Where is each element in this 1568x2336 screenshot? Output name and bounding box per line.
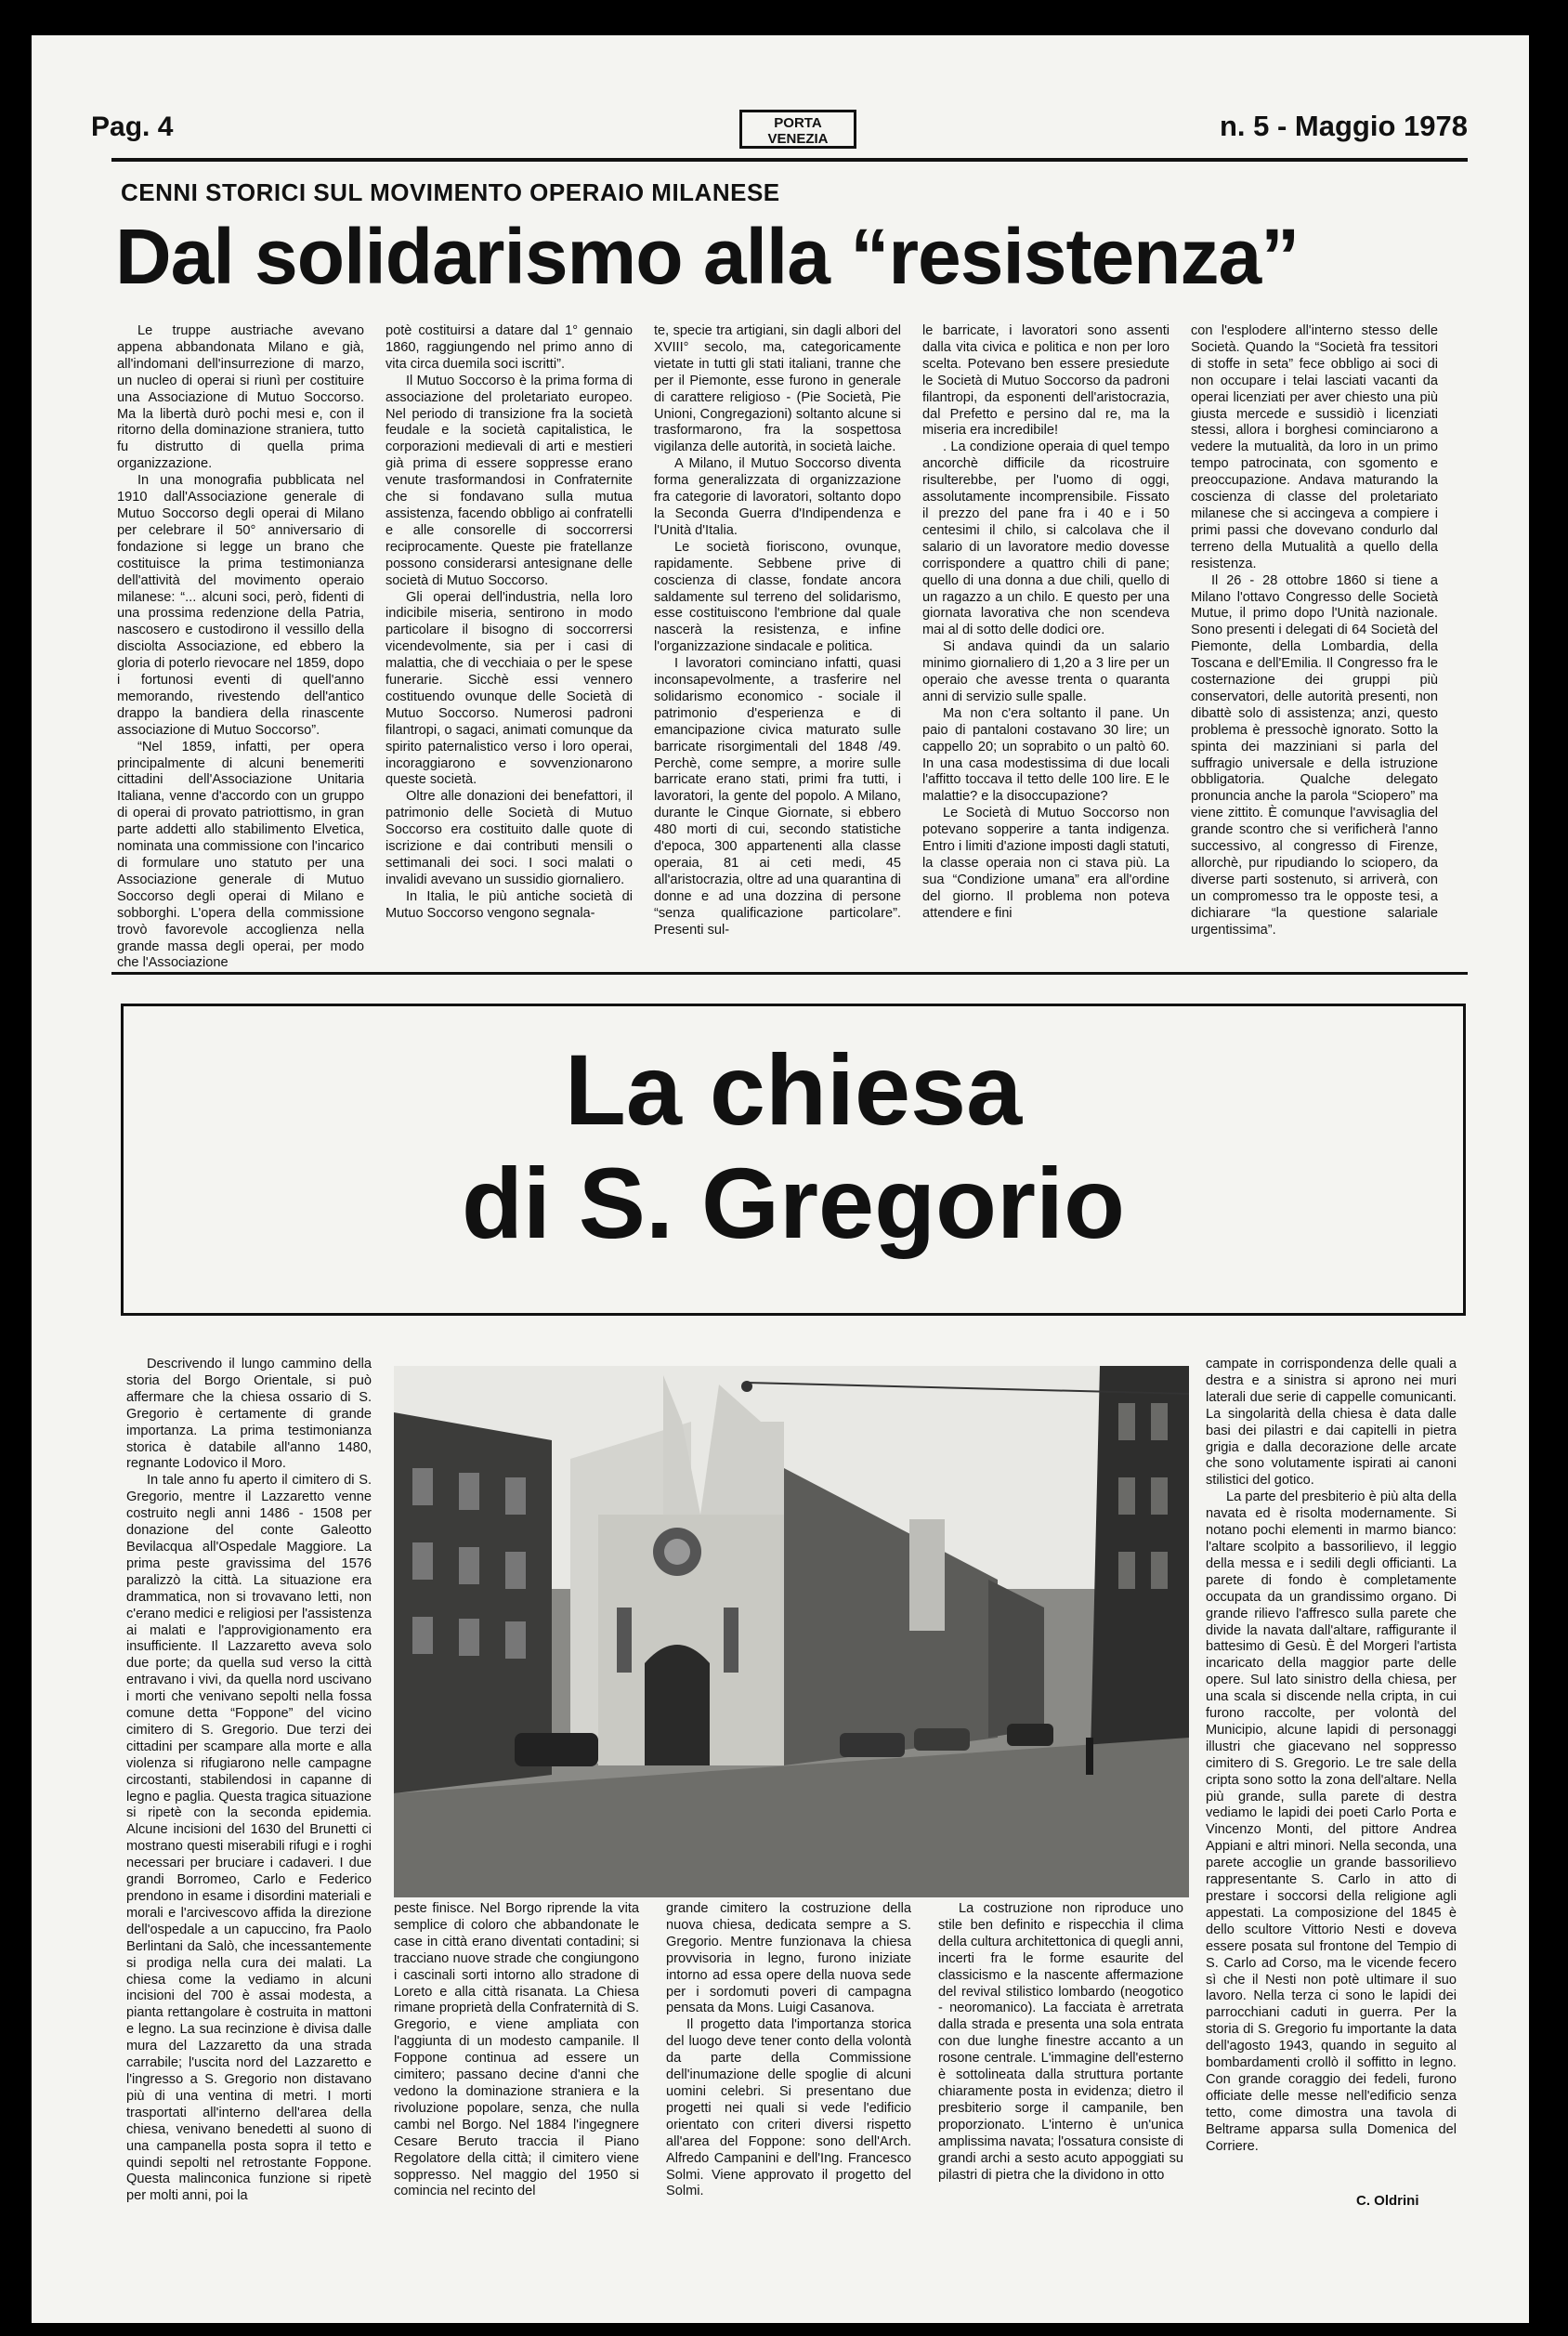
article1-column-4 <box>922 323 1169 923</box>
paragraph: peste finisce. Nel Borgo riprende la vita semplice di coloro che abbandonate le case in città erano diventati contadini; si tracciano nuove strade che congiungono i cascinali sorti intorno allo stradone di Loreto e alla città risanata. La Chiesa rimane proprietà della Confraternità di S. Gregorio, e viene ampliata con l'aggiunta di un modesto campanile. Il Foppone continua ad essere un cimitero; passano decine d'anni che vedono la dominazione straniera e la rivoluzione popolare, senza, che nulla cambi nel Borgo. Nel 1884 l'ingegnere Cesare Beruto traccia il Piano Regolatore della città; il cimitero viene soppresso. Nel maggio del 1950 si comincia nel recinto del <box>394 1901 639 2199</box>
paragraph: le barricate, i lavoratori sono assenti dalla vita civica e politica e non per loro scelta. Potevano ben essere presiedute le Società di Mutuo Soccorso da padroni filantropi, da esponenti dell'aristocrazia, dal Prefetto e persino dal re, ma la miseria era incredibile! <box>922 323 1169 439</box>
article2-column-4 <box>938 1901 1183 2184</box>
title-line-2: di S. Gregorio <box>461 1147 1126 1259</box>
article2-column-2 <box>394 1901 639 2200</box>
paragraph: Le società fioriscono, ovunque, rapidamente. Sebbene prive di coscienza di classe, fondate ancora saldamente sul terreno del solidarismo, esse costituiscono l'embrione dal quale nascerà la resistenza, e infine l'organizzazione sindacale e politica. <box>654 539 901 655</box>
article-headline: Dal solidarismo alla “resistenza” <box>115 213 1300 300</box>
article1-column-5 <box>1191 323 1438 939</box>
paragraph: Le Società di Mutuo Soccorso non potevano sopperire a tanta indigenza. Entro i limiti d'azione imposti dagli statuti, la classe operaia non ci stava più. La sua “Condizione umana” era all'ordine del giorno. Il problema non poteva attendere e fini <box>922 806 1169 921</box>
paragraph: Ma non c'era soltanto il pane. Un paio di pantaloni costavano 30 lire; un cappello 20; un soprabito o un paltò 60. In una casa modestissima di due locali l'affitto toccava il tetto delle 100 lire. E le malattie? e la disoccupazione? <box>922 705 1169 805</box>
paragraph: La costruzione non riproduce uno stile ben definito e rispecchia il clima della cultura architettonica di quegli anni, incerti fra le forme esaurite del classicismo e la nascente affermazione del revival stilistico lombardo (neogotico - neoromanico). La facciata è arretrata dalla strada e presenta una sola entrata con due lunghe finestre accanto a un rosone centrale. L'immagine dell'esterno è sottolineata dalla struttura portante chiaramente posta in evidenza; dietro il presbiterio sorge il campanile, ben proporzionato. L'interno è un'unica amplissima navata; l'ossatura consiste di grandi archi a sesto acuto appoggiati su pilastri di pietra che la dividono in otto <box>938 1901 1183 2183</box>
page-number: Pag. 4 <box>91 112 174 142</box>
paragraph: Gli operai dell'industria, nella loro indicibile miseria, sentirono in modo particolare il bisogno di soccorrersi vicendevolmente, sia per i casi di malattia, che di vecchiaia o per le spese funerarie. Sicchè essi vennero costituendo ovunque delle Società di Mutuo Soccorso. Numerosi padroni filantropi, o sagaci, animati comunque da spirito paternalistico verso i loro operai, incoraggiarono e sovvenzionarono queste società. <box>385 589 633 788</box>
paragraph: grande cimitero la costruzione della nuova chiesa, dedicata sempre a S. Gregorio. Mentre funzionava la chiesa provvisoria in legno, furono iniziate intorno ad essa opere della nuova sede per i sordomuti poveri di campagna pensata da Mons. Luigi Casanova. <box>666 1901 911 2016</box>
article1-column-1 <box>117 323 364 972</box>
article2-column-3 <box>666 1901 911 2200</box>
paragraph: “Nel 1859, infatti, per opera principalmente di alcuni benemeriti cittadini dell'Associazione Unitaria Italiana, venne d'accordo con un gruppo di operai di provato patriottismo, in gran parte addetti allo stabilimento Elvetica, nominata una commissione con l'incarico di formulare uno statuto per una Associazione generale di Mutuo Soccorso degli operai di Milano e sobborghi. L'opera della commissione trovò favorevole accoglienza nella grande massa degli operai, per modo che l'Associazione <box>117 739 364 971</box>
porta-venezia-logo <box>739 110 856 149</box>
article2-title <box>121 1033 1466 1260</box>
article2-column-1 <box>126 1357 372 2205</box>
paragraph: Il Mutuo Soccorso è la prima forma di associazione del proletariato europeo. Nel periodo di transizione fra la società feudale e la società capitalistica, le corporazioni medievali di arti e mestieri già prima di essere soppresse erano venute trasformandosi in Confraternite che si fondavano sulla mutua assistenza, facendo obbligo ai confratelli e alle consorelle di soccorrersi reciprocamente. Queste pie fratellanze possono considerarsi antesignane delle società di Mutuo Soccorso. <box>385 373 633 588</box>
article1-column-2 <box>385 323 633 923</box>
church-photo <box>394 1366 1189 1897</box>
header-rule <box>111 158 1468 162</box>
paragraph: In una monografia pubblicata nel 1910 dall'Associazione generale di Mutuo Soccorso degli operai di Milano per celebrare il 50° anniversario di fondazione si legge un brano che costituisce la prima testimonianza dell'attività del movimento operaio milanese: “... alcuni soci, però, fidenti di una prossima redenzione della Patria, nascosero e custodirono il vessillo della disciolta Associazione, ed ebbero la gloria di poterlo rievocare nel 1859, dopo i fortunosi eventi di quell'anno memorando, rivestendo dell'antico drappo la bandiera della rinascente associazione di Mutuo Soccorso”. <box>117 473 364 738</box>
paragraph: I lavoratori cominciano infatti, quasi inconsapevolmente, a trasferire nel solidarismo economico - sociale il patrimonio d'esperienza e di emancipazione civica maturato sulle barricate risorgimentali del 1848 /49. Perchè, come sempre, a morire sulle barricate erano stati, primi fra tutti, i lavoratori, la gente del popolo. A Milano, durante le Cinque Giornate, si ebbero 480 morti di cui, secondo statistiche d'epoca, 300 appartenenti alla classe operaia, 81 ai ceti medi, 45 all'aristocrazia, oltre ad una quarantina di donne e ad una dozzina di persone “senza qualificazione particolare”. Presenti sul- <box>654 656 901 938</box>
paragraph: Le truppe austriache avevano appena abbandonata Milano e già, all'indomani dell'insurrezione di marzo, un nucleo di operai si riunì per costituire una Associazione di Mutuo Soccorso. Ma la libertà durò pochi mesi e, con il ritorno della dominazione straniera, tutto fu distrutto di quella prima organizzazione. <box>117 323 364 472</box>
article-kicker: CENNI STORICI SUL MOVIMENTO OPERAIO MILANESE <box>121 178 780 206</box>
paragraph: te, specie tra artigiani, sin dagli albori del XVIII° secolo, ma, categoricamente vietate in tutti gli stati italiani, tranne che per il Piemonte, esse furono in generale di carattere religioso - (Pie Società, Pie Unioni, Congregazioni) soltanto alcune si trasformarono, fra la sospettosa vigilanza delle autorità, in società laiche. <box>654 323 901 455</box>
paragraph: In tale anno fu aperto il cimitero di S. Gregorio, mentre il Lazzaretto venne costruito negli anni 1486 - 1508 per donazione del conte Galeotto Bevilacqua all'Ospedale Maggiore. La prima peste gravissima del 1576 paralizzò la città. La situazione era drammatica, non si trovavano letti, non c'erano medici e religiosi per l'assistenza ai malati e l'approvigionamento era insufficiente. Il Lazzaretto aveva solo due porte; da quella sud verso la città entravano i vivi, da quella nord uscivano i morti che venivano sepolti nella fossa comune detta “Foppone” del vicino cimitero di S. Gregorio. Due terzi dei cittadini per scampare alla morte e alla violenza si rifugiarono nelle campagne circostanti, stabilendosi in capanne di legno e paglia. Questa tragica situazione si ripetè con la seconda epidemia. Alcune incisioni del 1630 del Brunetti ci mostrano questi miserabili rifugi e i roghi necessari per bruciare i cadaveri. I due grandi Borromeo, Carlo e Federico prendono in esame i disordini materiali e morali e l'arcivescovo affida la direzione dell'ospedale a un capuccino, fra Paolo Berlintani da Salò, che incessantemente si prodiga nella cura dei malati. La chiesa come la vediamo in alcuni incisioni del 700 è assai modesta, a pianta rettangolare è costruita in mattoni e legno. La sua recinzione è divisa dalle mura del Lazzaretto da una strada carrabile; l'uscita nord del Lazzaretto e l'ingresso a S. Gregorio non distavano più di una ventina di metri. I morti trasportati all'interno dell'area della chiesa, venivano benedetti al suono di una campanella posta sopra il tetto e quindi sepolti nel retrostante Foppone. Questa malinconica funzione si ripetè per molti anni, poi la <box>126 1473 372 2204</box>
logo-line-2: VENEZIA <box>767 131 829 147</box>
article1-column-3 <box>654 323 901 939</box>
paragraph: potè costituirsi a datare dal 1° gennaio 1860, raggiungendo nel primo anno di vita circa duemila soci iscritti”. <box>385 323 633 372</box>
paragraph: Il 26 - 28 ottobre 1860 si tiene a Milano l'ottavo Congresso delle Società Mutue, il primo dopo l'Unità nazionale. Sono presenti i delegati di 64 Società del Piemonte, della Lombardia, della Toscana e dell'Emilia. Il Congresso fra le costernazione dei gruppi più conservatori, delle autorità presenti, non dibattè solo di assistenza; anzi, questo problema è pressochè ignorato. Sotto la spinta dei mazziniani si parla del suffragio universale e della istruzione obbligatoria. Qualche delegato pronuncia anche la parola “Sciopero” ma viene zittito. È comunque l'avvisaglia del grande scontro che si verificherà l'anno successivo, al congresso di Firenze, allorchè, pur ripudiando lo sciopero, da diverse parti sostenuto, si arriverà, con un compromesso tra le opposte tesi, a dichiarare “la questione salariale urgentissima”. <box>1191 572 1438 938</box>
paragraph: In Italia, le più antiche società di Mutuo Soccorso vengono segnala- <box>385 888 633 921</box>
article2-column-5 <box>1206 1357 1457 2156</box>
paragraph: A Milano, il Mutuo Soccorso diventa forma generalizzata di organizzazione fra categorie di lavoratori, soltanto dopo la Seconda Guerra d'Indipendenza e l'Unità d'Italia. <box>654 456 901 538</box>
issue-date: n. 5 - Maggio 1978 <box>1219 110 1468 142</box>
paragraph: Il progetto data l'importanza storica del luogo deve tener conto della volontà da parte della Commissione dell'inumazione delle spoglie di alcuni uomini celebri. Si presentano due progetti nei quali si vede l'edificio orientato con criteri diversi rispetto all'area del Foppone: sono dell'Arch. Alfredo Campanini e dell'Ing. Francesco Solmi. Viene approvato il progetto del Solmi. <box>666 2017 911 2199</box>
paragraph: Si andava quindi da un salario minimo giornaliero di 1,20 a 3 lire per un operaio che avesse trenta o quaranta anni di servizio sulle spalle. <box>922 639 1169 704</box>
paragraph: Oltre alle donazioni dei benefattori, il patrimonio delle Società di Mutuo Soccorso era costituito dalle quote di iscrizione e dai contributi mensili o settimanali dei soci. I soci malati o invalidi avevano un sussidio giornaliero. <box>385 789 633 887</box>
paragraph: con l'esplodere all'interno stesso delle Società. Quando la “Società fra tessitori di stoffe in seta” fece obbligo ai soci di non occupare i telai lasciati vacanti da operai licenziati per aver chiesto una più giusta mercede e sussidiò i licenziati stessi, allora i borghesi cominciarono a vedere la mutualità, da loro in un primo tempo patrocinata, con sgomento e preoccupazione. Andava maturando la coscienza di classe del proletariato milanese che si accingeva a compiere i primi passi che dovevano condurlo dal terreno della Mutualità a quello della resistenza. <box>1191 323 1438 571</box>
paragraph: Descrivendo il lungo cammino della storia del Borgo Orientale, si può affermare che la chiesa ossario di S. Gregorio è certamente di grande importanza. La prima testimonianza storica è databile all'anno 1480, regnante Lodovico il Moro. <box>126 1357 372 1472</box>
logo-line-1: PORTA <box>774 115 822 131</box>
author-signature: C. Oldrini <box>1356 2193 1419 2209</box>
title-line-1: La chiesa <box>564 1033 1023 1146</box>
paragraph: . La condizione operaia di quel tempo ancorchè difficile da ricostruire risulterebbe, per l'uomo di oggi, assolutamente incomprensibile. Fissato il prezzo del pane fra i 40 e i 50 centesimi il chilo, si calcolava che il salario di un lavoratore medio dovesse corrispondere a quattro chili di pane; quello di una donna a due chili, quello di un ragazzo a un chilo. E questo per una giornata lavorativa che non scendeva mai al di sotto delle dodici ore. <box>922 440 1169 638</box>
paragraph: campate in corrispondenza delle quali a destra e a sinistra si aprono nei muri laterali due serie di cappelle comunicanti. La singolarità della chiesa è data dalle basi dei pilastri e dai capitelli in pietra grigia e dalla decorazione delle arcate che sono volutamente ispirati ai canoni stilistici del gotico. <box>1206 1357 1457 1489</box>
section-rule <box>111 972 1468 975</box>
paragraph: La parte del presbiterio è più alta della navata ed è risolta modernamente. Si notano pochi elementi in marmo bianco: l'altare scolpito a bassorilievo, il leggio della messa e i sedili degli officianti. La parete di fondo è completamente occupata da un grandissimo organo. Di grande rilievo l'affresco sulla parete che divide la navata dall'altare, raffigurante il battesimo di Gesù. È del Morgeri l'artista incaricato della maggior parte delle opere. Sul lato sinistro della chiesa, per una scala si discende nella cripta, in cui furono raccolte, per volontà del Municipio, alcune lapidi di personaggi illustri che giacevano nel soppresso cimitero di S. Gregorio. Le tre sale della cripta sono sotto la zona dell'altare. Nella più grande, sulla parete di destra vediamo le lapidi dei poeti Carlo Porta e Vincenzo Monti, del pittore Andrea Appiani e altri minori. Nella seconda, una parete accoglie un grande bassorilievo rappresentante S. Carlo in atto di prestare i soccorsi della religione agli appestati. La composizione del 1845 è dello scultore Vittorio Nesti e doveva essere posata sul frontone del Tempio di S. Carlo ad Corso, ma le vicende fecero sì che il Nesti non potè ultimare il suo lavoro. Nella terza ci sono le lapidi dei parrocchiani caduti in guerra. Per la storia di S. Gregorio fu importante la data dell'agosto 1943, quando in seguito al bombardamenti crollò il soffitto in legno. Con grande coraggio dei fedeli, furono officiate delle messe nell'edificio senza tetto, come dimostra una tavola di Beltrame apparsa sulla Domenica del Corriere. <box>1206 1490 1457 2154</box>
